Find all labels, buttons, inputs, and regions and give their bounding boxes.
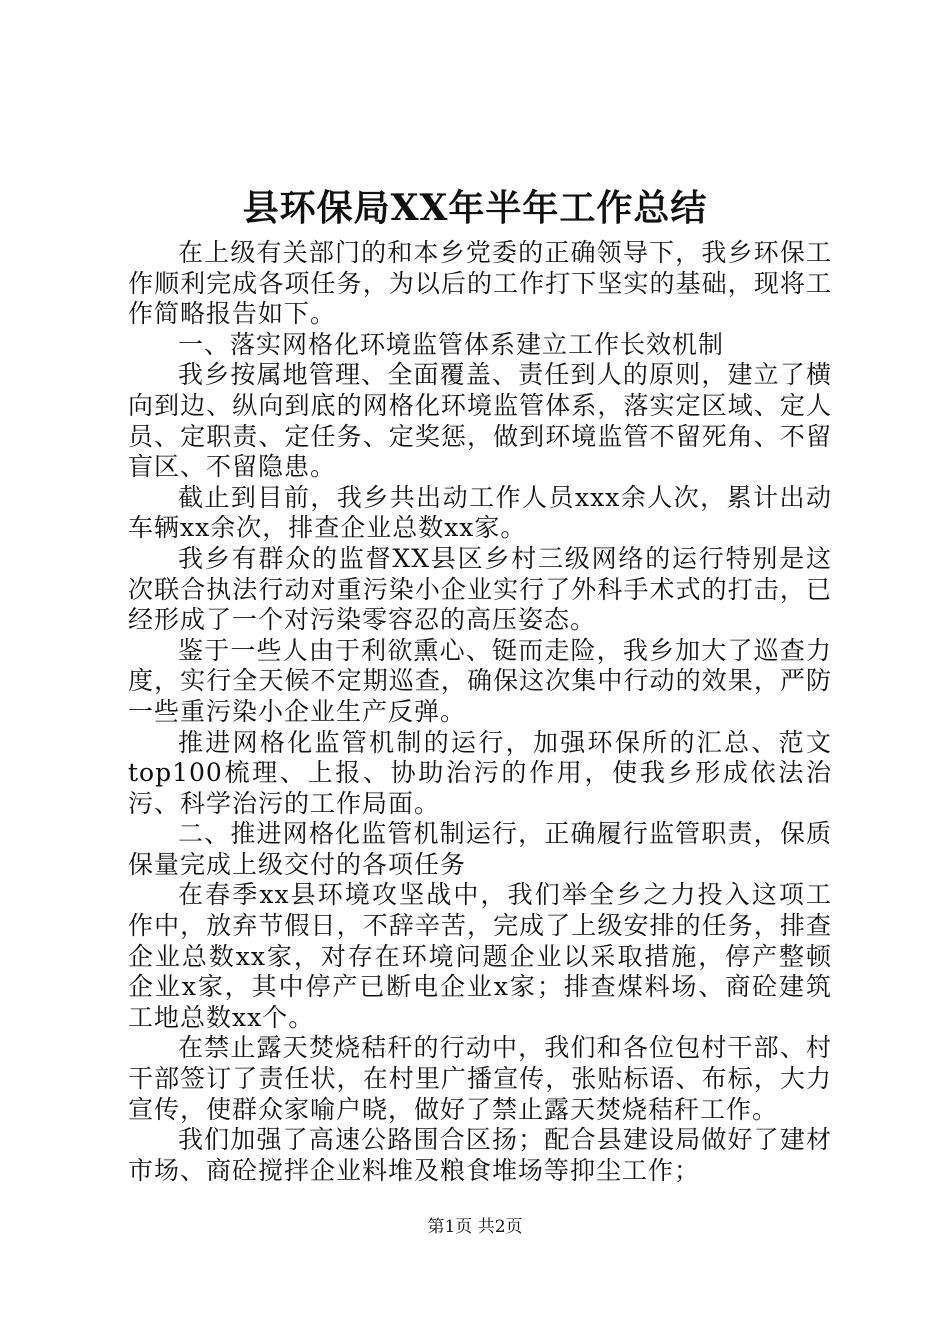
document-title: 县环保局XX年半年工作总结 [242,187,708,229]
paragraph-intro: 在上级有关部门的和本乡党委的正确领导下，我乡环保工作顺利完成各项任务，为以后的工作打下坚实的基础，现将工作简略报告如下。 [128,238,832,329]
section-heading-2: 二、推进网格化监管机制运行，正确履行监管职责，保质保量完成上级交付的各项任务 [128,819,832,879]
page-number-footer: 第1页 共2页 [427,1217,523,1237]
paragraph: 推进网格化监管机制的运行，加强环保所的汇总、范文top100梳理、上报、协助治污的作用，使我乡形成依法治污、科学治污的工作局面。 [128,727,832,818]
paragraph: 我乡有群众的监督XX县区乡村三级网络的运行特别是这次联合执法行动对重污染小企业实行了外科手术式的打击，已经形成了一个对污染零容忍的高压姿态。 [128,543,832,635]
paragraph: 我们加强了高速公路围合区扬；配合县建设局做好了建材市场、商砼搅拌企业料堆及粮食堆场等抑尘工作； [128,1125,832,1185]
paragraph: 鉴于一些人由于利欲熏心、铤而走险，我乡加大了巡查力度，实行全天候不定期巡查，确保这次集中行动的效果，严防一些重污染小企业生产反弹。 [128,635,832,726]
paragraph: 在春季xx县环境攻坚战中，我们举全乡之力投入这项工作中，放弃节假日，不辞辛苦，完成了上级安排的任务，排查企业总数xx家，对存在环境问题企业以采取措施，停产整顿企业x家，其中停产已断电企业x家；排查煤料场、商砼建筑工地总数xx个。 [128,880,832,1032]
document-body [128,238,832,1186]
paragraph: 在禁止露天焚烧秸秆的行动中，我们和各位包村干部、村干部签订了责任状，在村里广播宣传，张贴标语、布标，大力宣传，使群众家喻户晓，做好了禁止露天焚烧秸秆工作。 [128,1033,832,1124]
section-heading-1: 一、落实网格化环境监管体系建立工作长效机制 [178,329,725,359]
paragraph: 截止到目前，我乡共出动工作人员xxx余人次，累计出动车辆xx余次，排查企业总数xx家。 [128,482,832,543]
paragraph: 我乡按属地管理、全面覆盖、责任到人的原则，建立了横向到边、纵向到底的网格化环境监管体系，落实定区域、定人员、定职责、定任务、定奖惩，做到环境监管不留死角、不留盲区、不留隐患。 [128,360,832,482]
